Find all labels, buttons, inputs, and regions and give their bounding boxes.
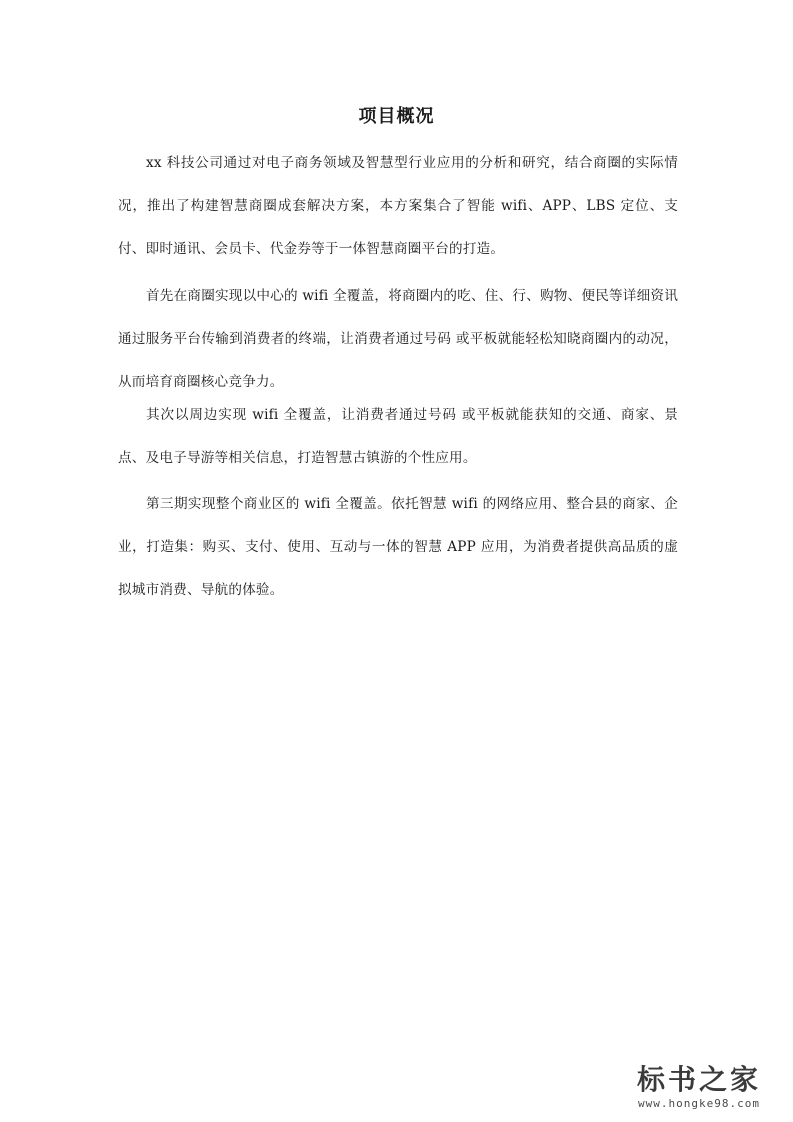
watermark-url: www.hongke98.com [638,1097,760,1110]
page-title: 项目概况 [358,106,435,127]
paragraph-phase-two: 其次以周边实现 wifi 全覆盖，让消费者通过号码 或平板就能获知的交通、商家、景点、及电子导游等相关信息，打造智慧古镇游的个性应用。 [118,407,678,466]
watermark-brand: 标书之家 [636,1063,761,1096]
paragraph-phase-one: 首先在商圈实现以中心的 wifi 全覆盖，将商圈内的吃、住、行、购物、便民等详细资讯通过服务平台传输到消费者的终端，让消费者通过号码 或平板就能轻松知晓商圈内的动况，从而培育商圈核心竞争力。 [118,288,678,390]
watermark-logo [619,1065,779,1110]
paragraph-intro: xx 科技公司通过对电子商务领域及智慧型行业应用的分析和研究，结合商圈的实际情况，推出了构建智慧商圈成套解决方案，本方案集合了智能 wifi、APP、LBS 定位、支付、即时通讯、会员卡、代金券等于一体智慧商圈平台的打造。 [118,155,678,257]
paragraph-phase-three: 第三期实现整个商业区的 wifi 全覆盖。依托智慧 wifi 的网络应用、整合县的商家、企业，打造集：购买、支付、使用、互动与一体的智慧 APP 应用，为消费者提供高品质的虚拟城市消费、导航的体验。 [118,496,678,598]
